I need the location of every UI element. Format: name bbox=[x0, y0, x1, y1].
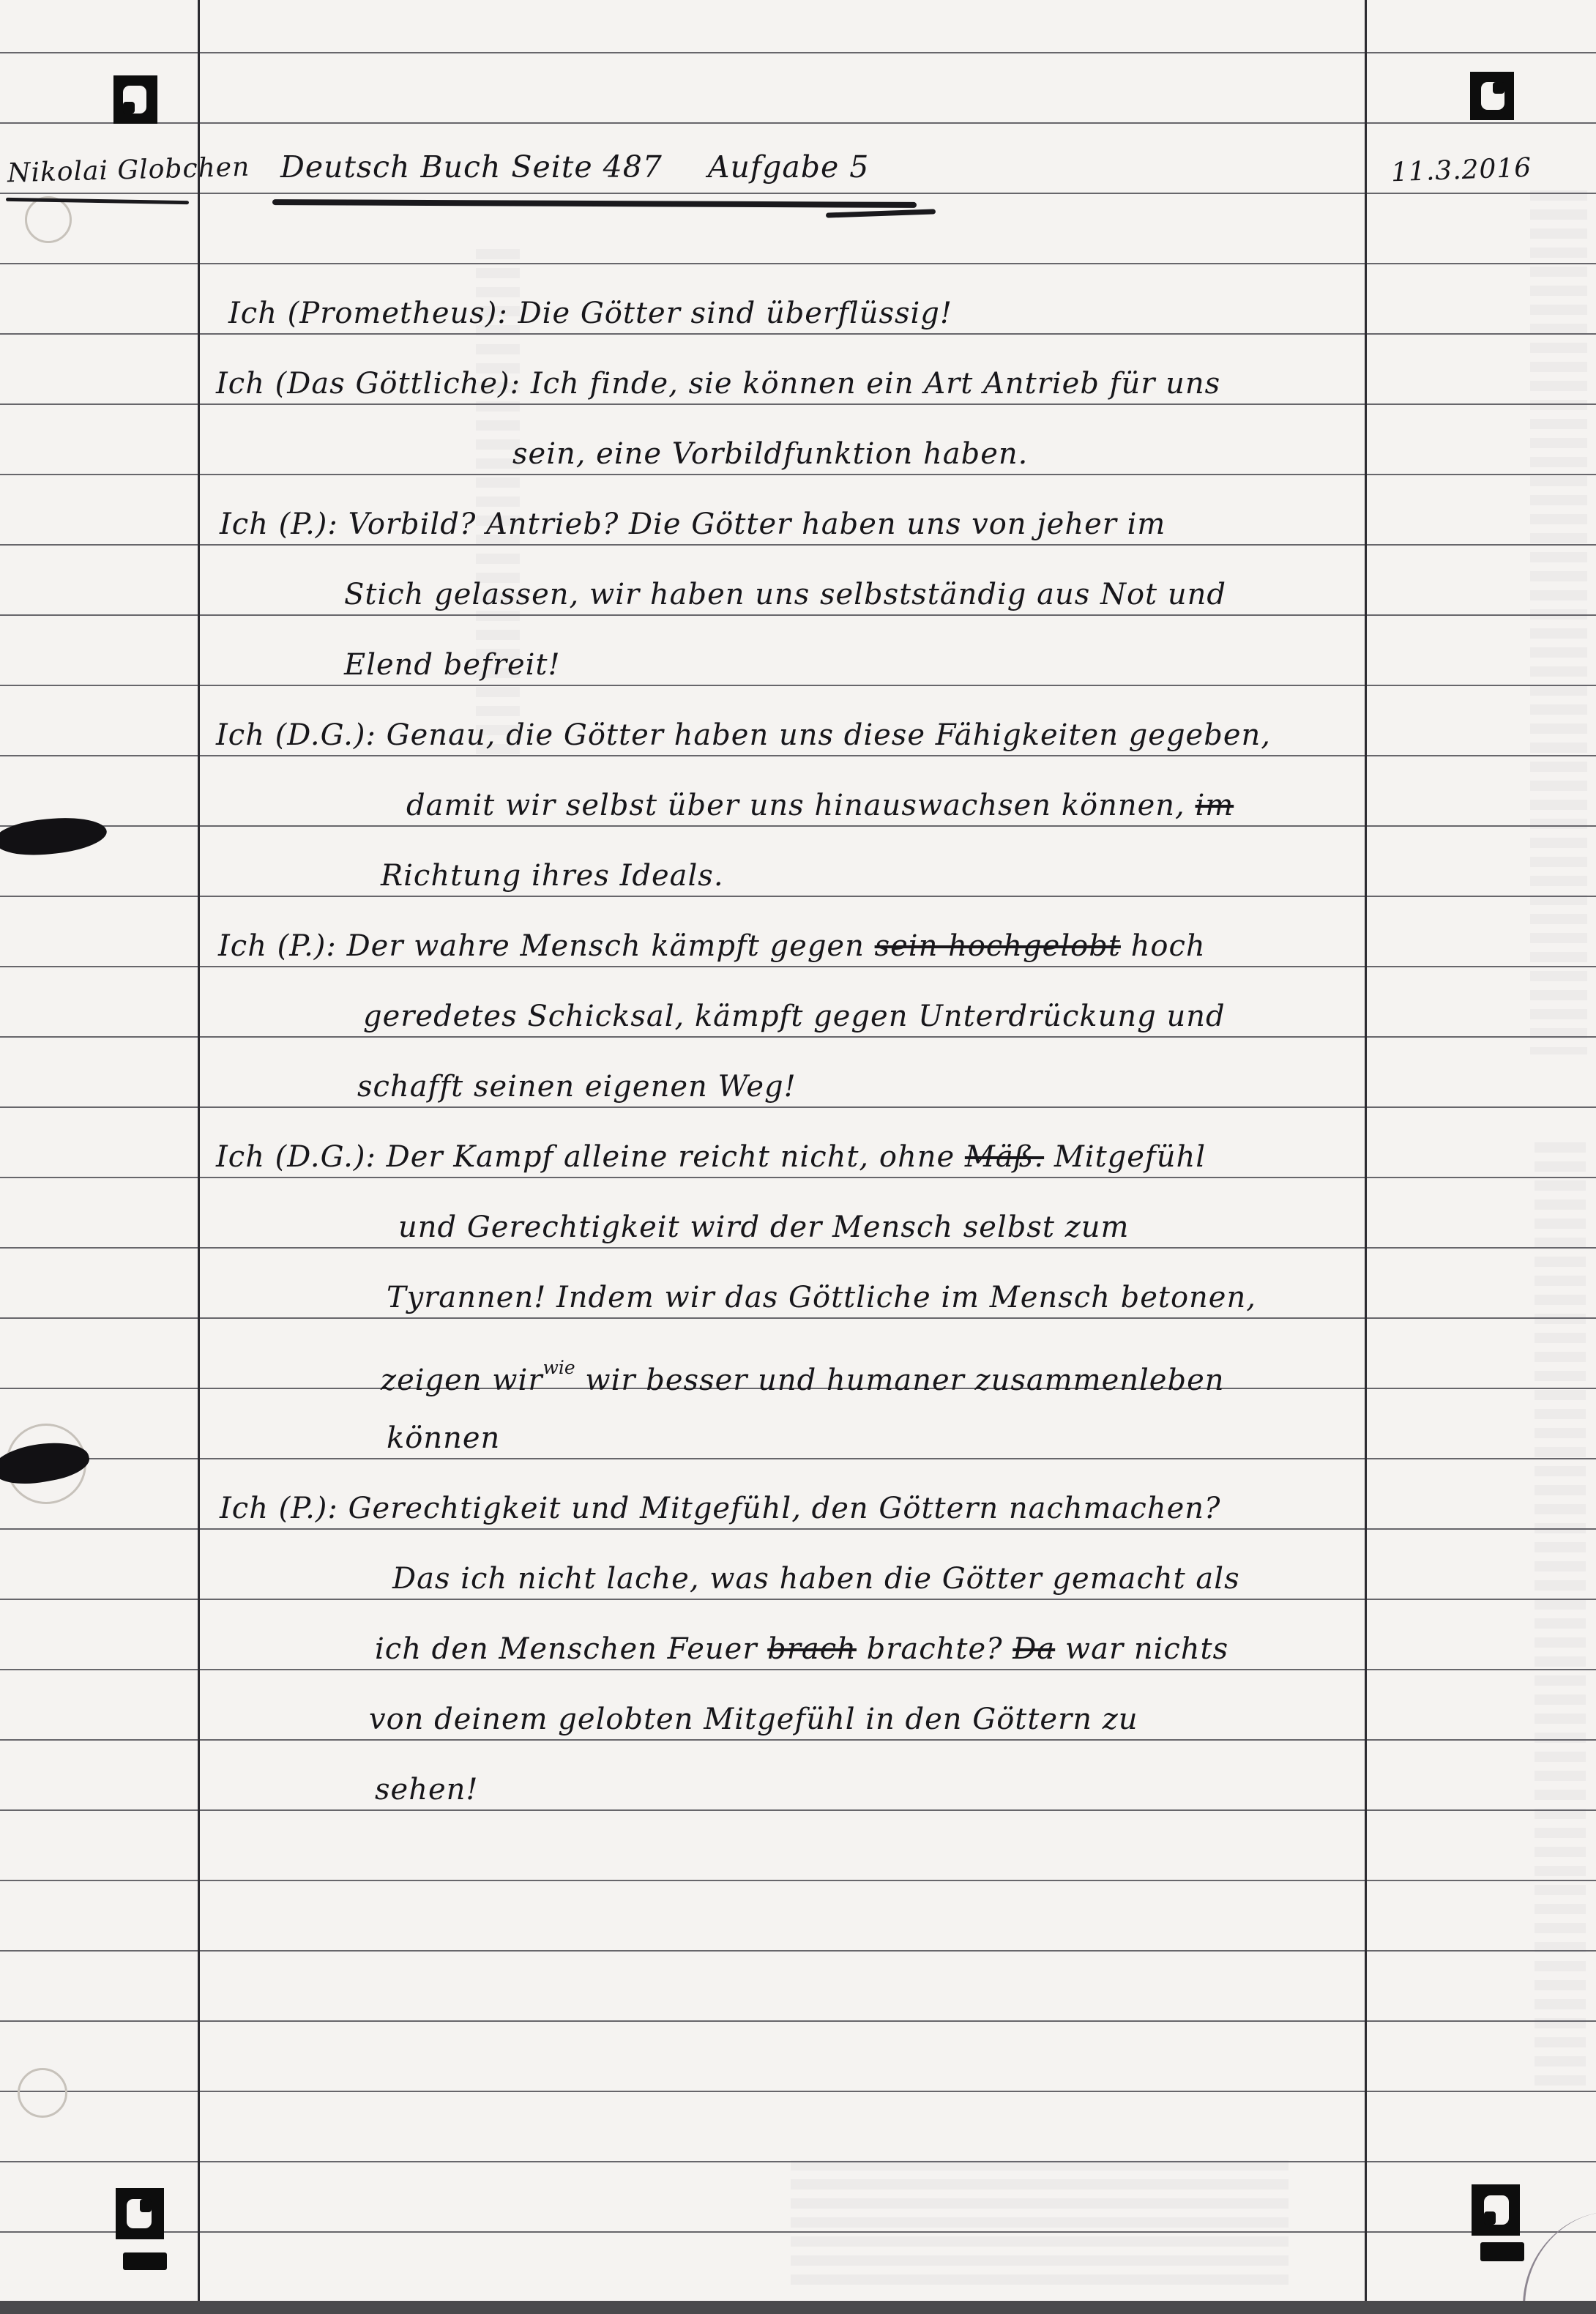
ruled-line bbox=[0, 1950, 1596, 1952]
text-segment: Ich (P.): Vorbild? Antrieb? Die Götter haben uns von jeher im bbox=[220, 507, 1166, 541]
right-margin-line bbox=[1365, 0, 1367, 2314]
handwriting-line bbox=[218, 925, 1206, 967]
inserted-text: wie bbox=[542, 1357, 575, 1378]
ruled-line bbox=[0, 1880, 1596, 1881]
struck-text: brach bbox=[767, 1632, 857, 1666]
ruled-line bbox=[0, 896, 1596, 897]
text-segment: wir besser und humaner zusammenleben bbox=[575, 1364, 1225, 1397]
fiducial-mark-bottom-left bbox=[116, 2188, 164, 2239]
ruled-line bbox=[0, 685, 1596, 686]
ruled-line bbox=[0, 1809, 1596, 1811]
text-segment: Ich (D.G.): Genau, die Götter haben uns diese Fähigkeiten gegeben, bbox=[216, 718, 1271, 752]
text-segment: Ich (P.): Der wahre Mensch kämpft gegen bbox=[218, 929, 875, 963]
struck-text: im bbox=[1195, 789, 1234, 822]
fiducial-bar-bottom-right bbox=[1480, 2242, 1524, 2261]
handwriting-line bbox=[375, 1768, 478, 1811]
student-name: Nikolai Globchen bbox=[7, 152, 250, 189]
text-segment: Ich (P.): Gerechtigkeit und Mitgefühl, den Göttern nachmachen? bbox=[220, 1492, 1221, 1525]
handwriting-line bbox=[357, 1065, 797, 1108]
handwriting-line bbox=[344, 573, 1226, 616]
struck-text: Da bbox=[1013, 1632, 1056, 1666]
struck-text: Mäß. bbox=[964, 1140, 1045, 1174]
text-segment: Elend befreit! bbox=[344, 648, 561, 682]
handwriting-line bbox=[387, 1417, 500, 1459]
handwriting-line bbox=[398, 1206, 1129, 1249]
handwriting-line bbox=[216, 362, 1220, 405]
text-segment: Ich (D.G.): Der Kampf alleine reicht nicht, ohne bbox=[216, 1140, 965, 1174]
text-segment: geredetes Schicksal, kämpft gegen Unterdrückung und bbox=[363, 1000, 1226, 1033]
handwriting-line bbox=[512, 433, 1028, 475]
handwriting-line bbox=[369, 1698, 1138, 1741]
struck-text: sein hochgelobt bbox=[874, 929, 1121, 963]
handwriting-line bbox=[220, 503, 1166, 546]
handwriting-line bbox=[228, 292, 952, 335]
handwriting-line bbox=[363, 995, 1226, 1038]
text-segment: ich den Menschen Feuer bbox=[375, 1632, 768, 1666]
left-margin-line bbox=[198, 0, 200, 2314]
hole-punch bbox=[0, 813, 108, 860]
bleed-through-smudge bbox=[1535, 1142, 1586, 2094]
handwriting-line bbox=[220, 1487, 1220, 1530]
text-segment: damit wir selbst über uns hinauswachsen können, bbox=[406, 789, 1196, 822]
page-curl-mark bbox=[1523, 2211, 1596, 2307]
text-segment: Ich (Das Göttliche): Ich finde, sie können ein Art Antrieb für uns bbox=[216, 367, 1221, 401]
hole-punch-ring bbox=[25, 196, 72, 243]
ruled-line bbox=[0, 1458, 1596, 1459]
bleed-through-smudge bbox=[791, 2160, 1289, 2285]
ruled-line bbox=[0, 193, 1596, 194]
handwriting-line bbox=[387, 1276, 1256, 1319]
title-underline bbox=[272, 199, 917, 208]
ruled-line bbox=[0, 52, 1596, 53]
scan-edge-shadow bbox=[0, 2301, 1596, 2314]
ruled-line bbox=[0, 2091, 1596, 2092]
text-segment: zeigen wir bbox=[381, 1364, 543, 1397]
text-segment: können bbox=[387, 1421, 501, 1455]
text-segment: Stich gelassen, wir haben uns selbstständig aus Not und bbox=[344, 578, 1226, 611]
handwriting-line bbox=[381, 1347, 1225, 1397]
handwriting-line bbox=[375, 1628, 1228, 1670]
handwriting-line bbox=[406, 784, 1234, 827]
fiducial-mark-top-right bbox=[1470, 72, 1514, 120]
text-segment: brachte? bbox=[856, 1632, 1013, 1666]
text-segment: hoch bbox=[1120, 929, 1206, 963]
text-segment: Richtung ihres Ideals. bbox=[381, 859, 724, 893]
handwriting-line bbox=[344, 644, 561, 686]
text-segment: Das ich nicht lache, was haben die Götter gemacht als bbox=[392, 1562, 1240, 1596]
text-segment: Tyrannen! Indem wir das Göttliche im Mensch betonen, bbox=[387, 1281, 1256, 1314]
handwriting-line bbox=[216, 714, 1271, 756]
bleed-through-smudge bbox=[1530, 190, 1587, 1054]
handwriting-line bbox=[381, 855, 724, 897]
fiducial-bar-bottom-left bbox=[123, 2252, 167, 2270]
text-segment: und Gerechtigkeit wird der Mensch selbst zum bbox=[398, 1210, 1130, 1244]
assignment-underline bbox=[826, 209, 936, 217]
text-segment: von deinem gelobten Mitgefühl in den Göttern zu bbox=[369, 1703, 1138, 1736]
handwriting-line bbox=[392, 1558, 1240, 1600]
text-segment: schafft seinen eigenen Weg! bbox=[357, 1070, 797, 1104]
title-text: Deutsch Buch Seite 487 bbox=[280, 149, 663, 185]
ruled-line bbox=[0, 2020, 1596, 2022]
page-date: 11.3.2016 bbox=[1390, 152, 1532, 188]
assignment-text: Aufgabe 5 bbox=[707, 149, 870, 185]
handwriting-line bbox=[216, 1136, 1206, 1178]
text-segment: sein, eine Vorbildfunktion haben. bbox=[512, 437, 1029, 471]
ruled-line bbox=[0, 122, 1596, 124]
fiducial-mark-bottom-right bbox=[1472, 2184, 1520, 2236]
page-title bbox=[280, 149, 869, 185]
text-segment: war nichts bbox=[1055, 1632, 1229, 1666]
text-segment: Ich (Prometheus): Die Götter sind überflüssig! bbox=[228, 297, 952, 330]
hole-punch-ring bbox=[18, 2068, 67, 2118]
ruled-line bbox=[0, 263, 1596, 264]
text-segment: Mitgefühl bbox=[1044, 1140, 1207, 1174]
text-segment: sehen! bbox=[375, 1773, 479, 1807]
ruled-line bbox=[0, 1106, 1596, 1108]
fiducial-mark-top-left bbox=[113, 75, 157, 124]
